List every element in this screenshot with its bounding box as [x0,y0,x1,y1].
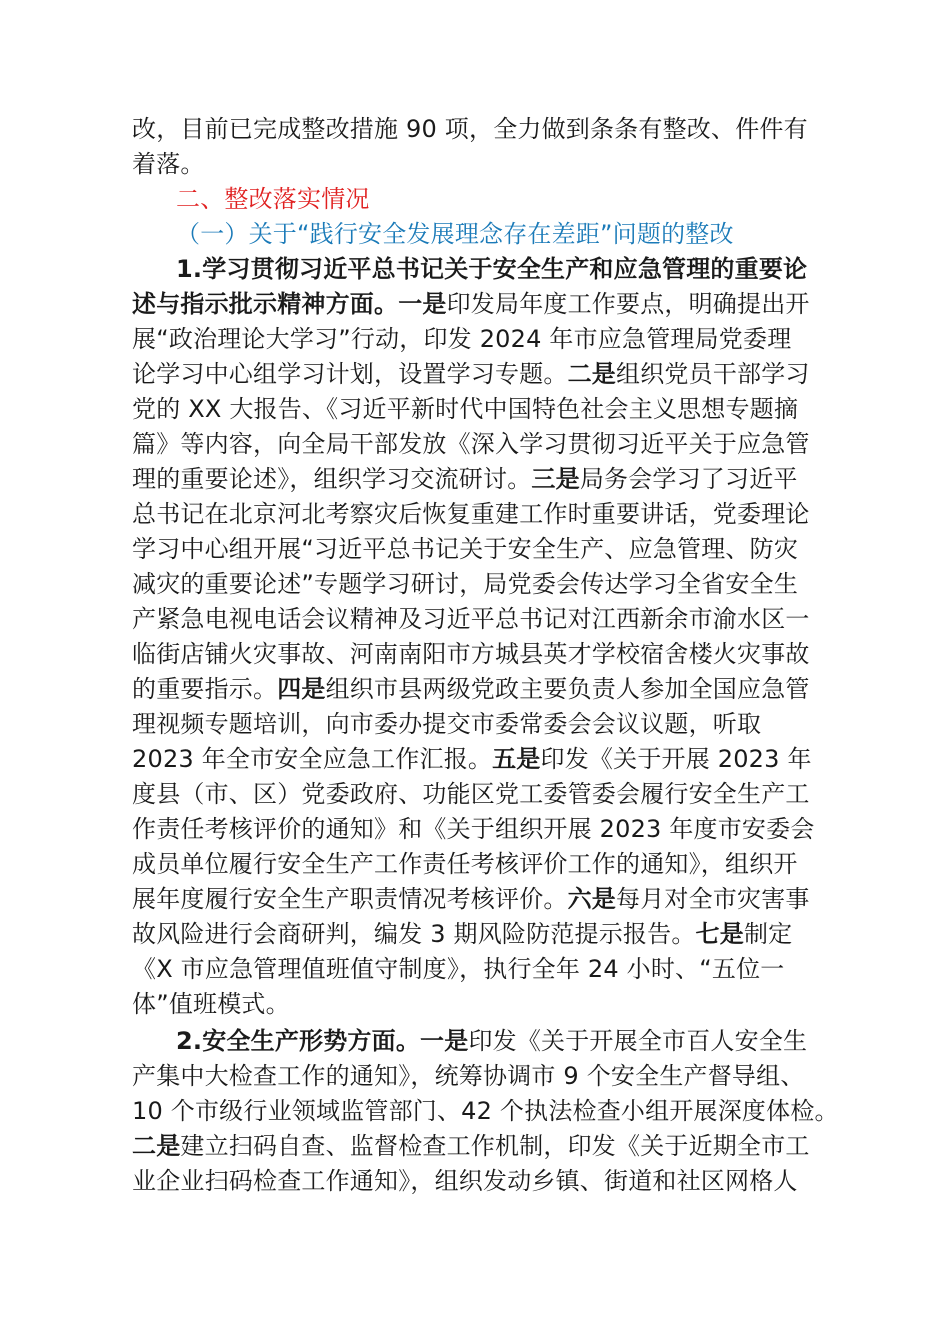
paragraph-line [132,287,850,322]
paragraph-line [132,742,850,777]
paragraph-line: 篇》等内容，向全局干部发放《深入学习贯彻习近平关于应急管 [132,430,810,458]
text: 故风险进行会商研判，编发 3 期风险防范提示报告。 [132,920,696,948]
text: 局务会学习了习近平 [579,465,798,493]
text: 每月对全市灾害事 [616,885,810,913]
text: 印发局年度工作要点，明确提出开 [446,290,810,318]
paragraph-line: 产集中大检查工作的通知》，统筹协调市 9 个安全生产督导组、 [132,1062,805,1090]
text: 印发《关于开展 2023 年 [540,745,812,773]
paragraph-line [132,917,850,952]
paragraph-line: 10 个市级行业领域监管部门、42 个执法检查小组开展深度体检。 [132,1097,839,1125]
paragraph-line: 总书记在北京河北考察灾后恢复重建工作时重要讲话，党委理论 [132,500,810,528]
paragraph-line: 《X 市应急管理值班值守制度》，执行全年 24 小时、“五位一 [132,955,785,983]
text: 组织党员干部学习 [616,360,810,388]
text: 组织市县两级党政主要负责人参加全国应急管 [325,675,810,703]
paragraph-line: 成员单位履行安全生产工作责任考核评价工作的通知》，组织开 [132,850,798,878]
text: 印发《关于开展全市百人安全生 [468,1027,808,1055]
section-heading: 二、整改落实情况 [176,185,370,213]
paragraph-line: 临街店铺火灾事故、河南南阳市方城县英才学校宿舍楼火灾事故 [132,640,810,668]
keyword: 七是 [695,920,744,948]
paragraph-line: 减灾的重要论述”专题学习研讨，局党委会传达学习全省安全生 [132,570,799,598]
keyword: 三是 [531,465,580,493]
document-page [132,112,850,1199]
keyword: 四是 [277,675,326,703]
text: 建立扫码自查、监督检查工作机制，印发《关于近期全市工 [180,1132,810,1160]
paragraph-line: 理视频专题培训，向市委办提交市委常委会会议议题，听取 [132,710,762,738]
paragraph-line: 学习中心组开展“习近平总书记关于安全生产、应急管理、防灾 [132,535,799,563]
subsection-heading: （一）关于“践行安全发展理念存在差距”问题的整改 [176,220,734,248]
paragraph-line: 作责任考核评价的通知》和《关于组织开展 2023 年度市安委会 [132,815,815,843]
keyword: 二是 [132,1132,181,1160]
paragraph-line [132,1129,850,1164]
paragraph-line: 体”值班模式。 [132,990,290,1018]
paragraph-line: 度县（市、区）党委政府、功能区党工委管委会履行安全生产工 [132,780,810,808]
paragraph-line: 业企业扫码检查工作通知》，组织发动乡镇、街道和社区网格人 [132,1167,798,1195]
paragraph-line: 改，目前已完成整改措施 90 项，全力做到条条有整改、件件有 [132,115,808,143]
paragraph-line [132,357,850,392]
keyword: 一是 [420,1027,469,1055]
paragraph-line [132,462,850,497]
keyword: 二是 [567,360,617,388]
text: 理的重要论述》，组织学习交流研讨。 [132,465,532,493]
paragraph-line: 产紧急电视电话会议精神及习近平总书记对江西新余市渝水区一 [132,605,810,633]
keyword: 六是 [567,885,617,913]
keyword: 一是 [398,290,447,318]
text: 展年度履行安全生产职责情况考核评价。 [132,885,568,913]
paragraph-line [132,672,850,707]
text: 制定 [743,920,793,948]
bold-phrase: 2.安全生产形势方面。 [176,1027,421,1055]
text: 论学习中心组学习计划，设置学习专题。 [132,360,568,388]
paragraph-line [132,1024,850,1059]
text: 的重要指示。 [132,675,278,703]
bold-phrase: 述与指示批示精神方面。 [132,290,399,318]
keyword: 五是 [492,745,541,773]
paragraph-line: 1.学习贯彻习近平总书记关于安全生产和应急管理的重要论 [176,255,808,283]
paragraph-line: 着落。 [132,150,205,178]
paragraph-line [132,882,850,917]
paragraph-line: 党的 XX 大报告、《习近平新时代中国特色社会主义思想专题摘 [132,395,799,423]
text: 2023 年全市安全应急工作汇报。 [132,745,493,773]
paragraph-line: 展“政治理论大学习”行动，印发 2024 年市应急管理局党委理 [132,325,792,353]
